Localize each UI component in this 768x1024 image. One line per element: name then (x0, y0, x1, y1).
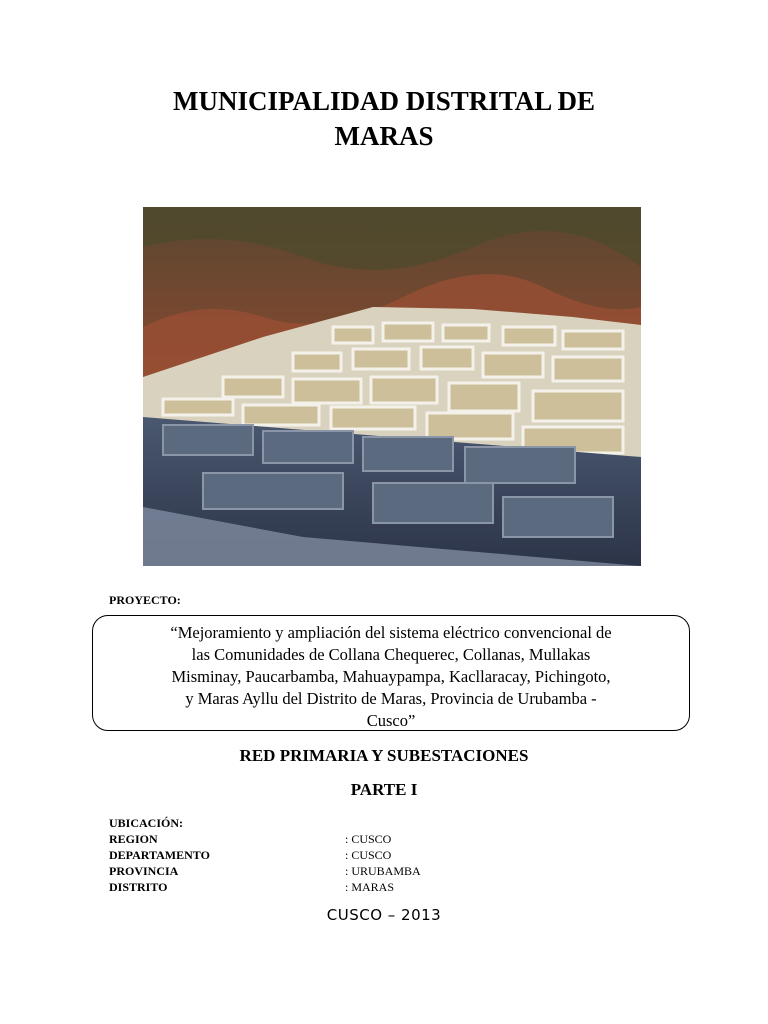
project-line-3: Misminay, Paucarbamba, Mahuaypampa, Kacllaracay, Pichingoto, (171, 667, 611, 686)
footer-place-year: CUSCO – 2013 (326, 906, 442, 924)
location-key: DEPARTAMENTO (109, 848, 210, 862)
cover-photo-salt-pans (143, 207, 641, 566)
title-line-2: MARAS (334, 121, 434, 151)
location-heading: UBICACIÓN: (109, 816, 184, 830)
location-key: PROVINCIA (109, 864, 179, 878)
location-key: DISTRITO (109, 880, 168, 894)
location-row (109, 831, 421, 847)
location-value: : CUSCO (345, 848, 392, 862)
part-heading: PARTE I (350, 780, 418, 799)
project-line-2: las Comunidades de Collana Chequerec, Collanas, Mullakas (191, 645, 591, 664)
location-value: : URUBAMBA (345, 864, 421, 878)
location-row (109, 863, 421, 879)
location-key: REGION (109, 832, 158, 846)
location-value: : MARAS (345, 880, 395, 894)
location-value: : CUSCO (345, 832, 392, 846)
location-block (109, 815, 421, 895)
project-label: PROYECTO: (109, 593, 181, 607)
document-title (0, 84, 768, 154)
project-line-1: “Mejoramiento y ampliación del sistema eléctrico convencional de (170, 623, 612, 642)
project-line-5: Cusco” (366, 711, 416, 730)
location-row (109, 847, 421, 863)
project-description-box (92, 615, 690, 731)
section-heading: RED PRIMARIA Y SUBESTACIONES (239, 746, 529, 765)
project-line-4: y Maras Ayllu del Distrito de Maras, Provincia de Urubamba - (185, 689, 597, 708)
location-row (109, 879, 421, 895)
title-line-1: MUNICIPALIDAD DISTRITAL DE (172, 86, 596, 116)
